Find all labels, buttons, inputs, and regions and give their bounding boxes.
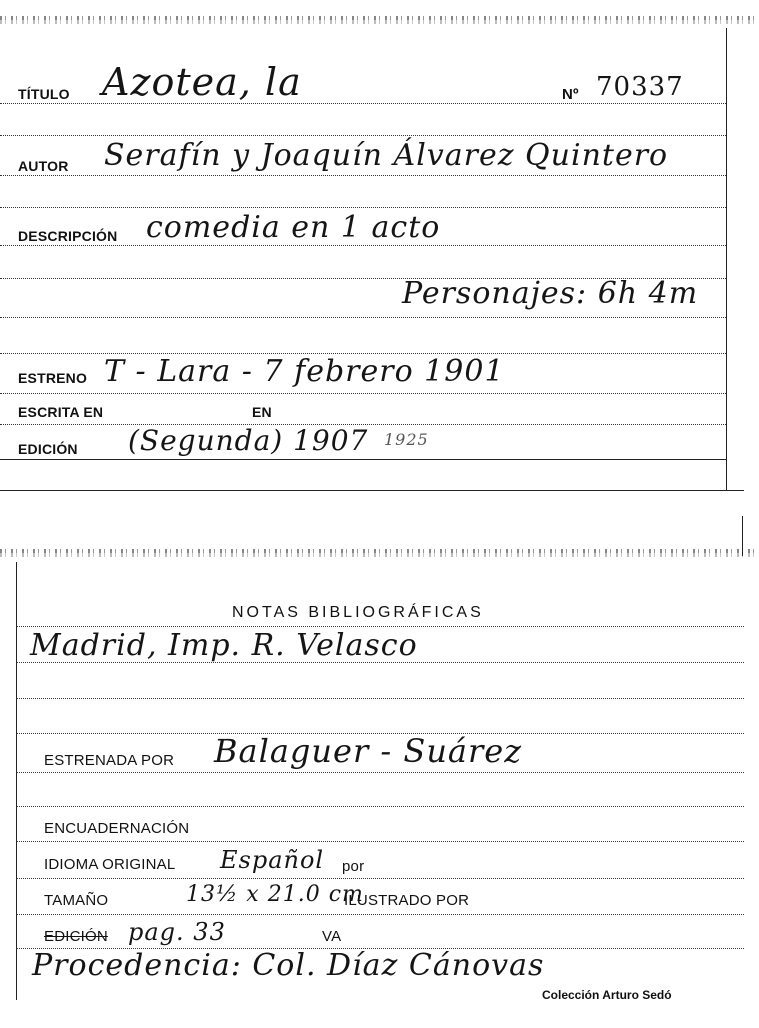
card-bottom-edge	[0, 490, 744, 491]
rule-4	[0, 207, 726, 208]
rule-2	[0, 135, 726, 136]
rule-3	[0, 175, 726, 176]
notas-value: Madrid, Imp. R. Velasco	[30, 628, 418, 663]
por-label: por	[342, 858, 365, 875]
rule-11	[0, 459, 726, 460]
titulo-value: Azotea, la	[102, 60, 302, 104]
autor-label: AUTOR	[18, 158, 69, 174]
titulo-label: TÍTULO	[18, 86, 70, 102]
encuadernacion-label: ENCUADERNACIÓN	[44, 820, 190, 837]
rule-b8	[16, 878, 744, 879]
edicion2-value: pag. 33	[128, 918, 226, 946]
rule-b2	[16, 662, 744, 663]
numero-value: 70337	[596, 72, 684, 102]
idioma-label: IDIOMA ORIGINAL	[44, 856, 176, 873]
card-right-border	[726, 28, 727, 490]
rule-5	[0, 245, 726, 246]
edicion-extra: 1925	[384, 430, 429, 449]
descripcion-value: comedia en 1 acto	[146, 210, 441, 245]
card2-right-tick	[742, 516, 743, 556]
escrita-label: ESCRITA EN	[18, 404, 104, 420]
rule-b3	[16, 698, 744, 699]
catalog-card-main	[0, 0, 759, 500]
catalog-card-notes	[0, 500, 759, 1028]
card2-left-border	[16, 562, 17, 1000]
numero-label: Nº	[562, 86, 579, 103]
rule-b9	[16, 914, 744, 915]
tamano-label: TAMAÑO	[44, 892, 109, 909]
procedencia-value: Procedencia: Col. Díaz Cánovas	[32, 948, 545, 983]
edicion-value: (Segunda) 1907	[128, 424, 369, 457]
collection-credit: Colección Arturo Sedó	[542, 988, 672, 1002]
en-label: EN	[252, 404, 272, 420]
edicion-label: EDICIÓN	[18, 441, 78, 457]
estrenada-value: Balaguer - Suárez	[214, 732, 523, 770]
descripcion-label: DESCRIPCIÓN	[18, 228, 118, 244]
notas-title: NOTAS BIBLIOGRÁFICAS	[232, 604, 484, 621]
rule-1	[0, 103, 726, 104]
rule-b7	[16, 841, 744, 842]
idioma-value: Español	[220, 846, 325, 874]
edicion2-label: EDICIÓN	[44, 928, 108, 945]
rule-7	[0, 317, 726, 318]
ilustrado-label: ILUSTRADO POR	[344, 892, 470, 909]
personajes-value: Personajes: 6h 4m	[402, 276, 699, 311]
va-label: VA	[322, 928, 342, 945]
rule-b1	[16, 626, 744, 627]
tamano-value: 13½ x 21.0 cm	[186, 882, 364, 907]
autor-value: Serafín y Joaquín Álvarez Quintero	[104, 138, 669, 173]
estreno-label: ESTRENO	[18, 370, 88, 386]
rule-b6	[16, 806, 744, 807]
estrenada-label: ESTRENADA POR	[44, 752, 175, 769]
estreno-value: T - Lara - 7 febrero 1901	[104, 354, 505, 389]
rule-9	[0, 393, 726, 394]
rule-b5	[16, 772, 744, 773]
